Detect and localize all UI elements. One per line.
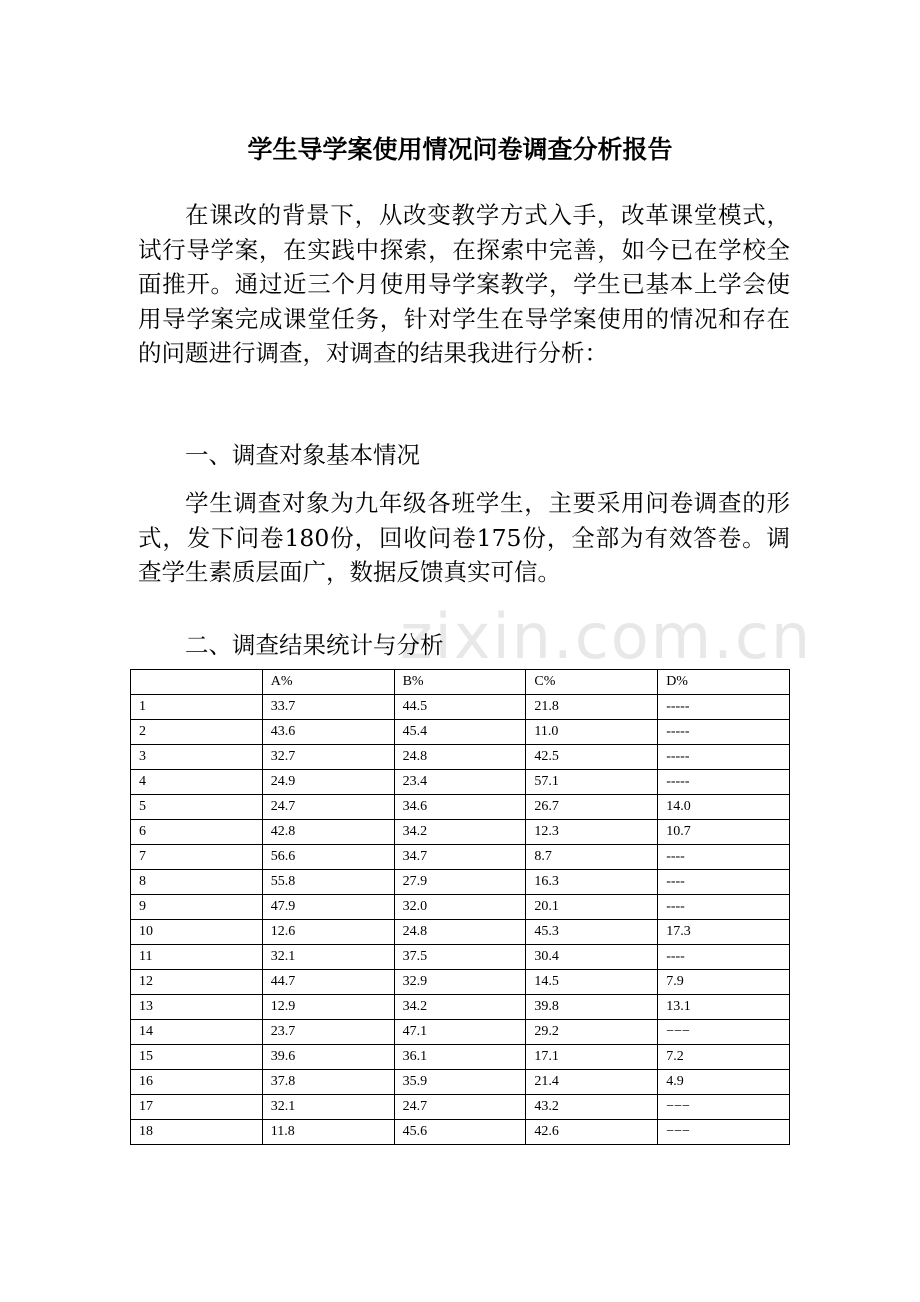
question-number-cell: 16 — [131, 1070, 263, 1095]
d-percent-cell: ---- — [658, 895, 790, 920]
table-row — [131, 1045, 790, 1070]
table-row — [131, 870, 790, 895]
question-number-cell: 9 — [131, 895, 263, 920]
table-row — [131, 795, 790, 820]
a-percent-cell: 33.7 — [262, 695, 394, 720]
document-title: 学生导学案使用情况问卷调查分析报告 — [247, 135, 673, 164]
a-percent-cell: 24.7 — [262, 795, 394, 820]
header-cell-d: D% — [658, 670, 790, 695]
c-percent-cell: 14.5 — [526, 970, 658, 995]
question-number-cell: 8 — [131, 870, 263, 895]
d-percent-cell: 4.9 — [658, 1070, 790, 1095]
d-percent-cell: −−− — [658, 1095, 790, 1120]
question-number-cell: 15 — [131, 1045, 263, 1070]
question-number-cell: 10 — [131, 920, 263, 945]
b-percent-cell: 24.7 — [394, 1095, 526, 1120]
d-percent-cell: 14.0 — [658, 795, 790, 820]
c-percent-cell: 29.2 — [526, 1020, 658, 1045]
table-body — [131, 695, 790, 1145]
a-percent-cell: 37.8 — [262, 1070, 394, 1095]
b-percent-cell: 45.4 — [394, 720, 526, 745]
b-percent-cell: 23.4 — [394, 770, 526, 795]
b-percent-cell: 24.8 — [394, 745, 526, 770]
question-number-cell: 7 — [131, 845, 263, 870]
survey-results-table — [130, 669, 790, 1145]
c-percent-cell: 30.4 — [526, 945, 658, 970]
d-percent-cell: ----- — [658, 770, 790, 795]
question-number-cell: 13 — [131, 995, 263, 1020]
table-row — [131, 1020, 790, 1045]
question-number-cell: 5 — [131, 795, 263, 820]
table-row — [131, 1070, 790, 1095]
d-percent-cell: −−− — [658, 1020, 790, 1045]
c-percent-cell: 43.2 — [526, 1095, 658, 1120]
section-1-paragraph: 学生调查对象为九年级各班学生，主要采用问卷调查的形式，发下问卷180份，回收问卷175份，全部为有效答卷。调查学生素质层面广，数据反馈真实可信。 — [138, 489, 790, 586]
c-percent-cell: 8.7 — [526, 845, 658, 870]
b-percent-cell: 37.5 — [394, 945, 526, 970]
b-percent-cell: 34.2 — [394, 995, 526, 1020]
question-number-cell: 18 — [131, 1120, 263, 1145]
c-percent-cell: 45.3 — [526, 920, 658, 945]
table-row — [131, 995, 790, 1020]
table-header-row — [131, 670, 790, 695]
header-cell-b: B% — [394, 670, 526, 695]
c-percent-cell: 42.5 — [526, 745, 658, 770]
a-percent-cell: 55.8 — [262, 870, 394, 895]
c-percent-cell: 16.3 — [526, 870, 658, 895]
table-row — [131, 1120, 790, 1145]
b-percent-cell: 34.2 — [394, 820, 526, 845]
table-row — [131, 970, 790, 995]
d-percent-cell: ----- — [658, 745, 790, 770]
table-row — [131, 695, 790, 720]
a-percent-cell: 42.8 — [262, 820, 394, 845]
header-cell-c: C% — [526, 670, 658, 695]
table-row — [131, 745, 790, 770]
table-row — [131, 1095, 790, 1120]
b-percent-cell: 36.1 — [394, 1045, 526, 1070]
c-percent-cell: 21.8 — [526, 695, 658, 720]
b-percent-cell: 32.0 — [394, 895, 526, 920]
question-number-cell: 14 — [131, 1020, 263, 1045]
c-percent-cell: 11.0 — [526, 720, 658, 745]
question-number-cell: 12 — [131, 970, 263, 995]
b-percent-cell: 35.9 — [394, 1070, 526, 1095]
b-percent-cell: 24.8 — [394, 920, 526, 945]
question-number-cell: 11 — [131, 945, 263, 970]
d-percent-cell: 17.3 — [658, 920, 790, 945]
b-percent-cell: 34.7 — [394, 845, 526, 870]
c-percent-cell: 26.7 — [526, 795, 658, 820]
table-row — [131, 820, 790, 845]
d-percent-cell: 7.9 — [658, 970, 790, 995]
b-percent-cell: 45.6 — [394, 1120, 526, 1145]
a-percent-cell: 32.1 — [262, 1095, 394, 1120]
c-percent-cell: 39.8 — [526, 995, 658, 1020]
d-percent-cell: ---- — [658, 845, 790, 870]
b-percent-cell: 27.9 — [394, 870, 526, 895]
table-row — [131, 845, 790, 870]
header-cell-a: A% — [262, 670, 394, 695]
a-percent-cell: 39.6 — [262, 1045, 394, 1070]
question-number-cell: 6 — [131, 820, 263, 845]
a-percent-cell: 56.6 — [262, 845, 394, 870]
c-percent-cell: 20.1 — [526, 895, 658, 920]
table-row — [131, 770, 790, 795]
question-number-cell: 1 — [131, 695, 263, 720]
a-percent-cell: 44.7 — [262, 970, 394, 995]
d-percent-cell: ---- — [658, 870, 790, 895]
a-percent-cell: 24.9 — [262, 770, 394, 795]
d-percent-cell: 10.7 — [658, 820, 790, 845]
b-percent-cell: 44.5 — [394, 695, 526, 720]
d-percent-cell: 7.2 — [658, 1045, 790, 1070]
d-percent-cell: ----- — [658, 720, 790, 745]
a-percent-cell: 23.7 — [262, 1020, 394, 1045]
c-percent-cell: 21.4 — [526, 1070, 658, 1095]
d-percent-cell: −−− — [658, 1120, 790, 1145]
d-percent-cell: 13.1 — [658, 995, 790, 1020]
intro-paragraph: 在课改的背景下，从改变教学方式入手，改革课堂模式，试行导学案，在实践中探索，在探索中完善，如今已在学校全面推开。通过近三个月使用导学案教学，学生已基本上学会使用导学案完成课堂任务，针对学生在导学案使用的情况和存在的问题进行调查，对调查的结果我进行分析： — [138, 201, 790, 367]
table-row — [131, 920, 790, 945]
a-percent-cell: 12.6 — [262, 920, 394, 945]
b-percent-cell: 32.9 — [394, 970, 526, 995]
section-1-heading: 一、调查对象基本情况 — [185, 441, 420, 469]
question-number-cell: 17 — [131, 1095, 263, 1120]
a-percent-cell: 47.9 — [262, 895, 394, 920]
watermark-text: zixin.com.cn — [400, 600, 813, 673]
question-number-cell: 3 — [131, 745, 263, 770]
section-2-heading: 二、调查结果统计与分析 — [185, 631, 444, 659]
c-percent-cell: 12.3 — [526, 820, 658, 845]
a-percent-cell: 43.6 — [262, 720, 394, 745]
d-percent-cell: ---- — [658, 945, 790, 970]
a-percent-cell: 32.1 — [262, 945, 394, 970]
a-percent-cell: 12.9 — [262, 995, 394, 1020]
table-row — [131, 945, 790, 970]
question-number-cell: 4 — [131, 770, 263, 795]
c-percent-cell: 57.1 — [526, 770, 658, 795]
d-percent-cell: ----- — [658, 695, 790, 720]
header-cell-question — [131, 670, 263, 695]
b-percent-cell: 34.6 — [394, 795, 526, 820]
a-percent-cell: 32.7 — [262, 745, 394, 770]
table-row — [131, 895, 790, 920]
table-row — [131, 720, 790, 745]
question-number-cell: 2 — [131, 720, 263, 745]
a-percent-cell: 11.8 — [262, 1120, 394, 1145]
c-percent-cell: 17.1 — [526, 1045, 658, 1070]
c-percent-cell: 42.6 — [526, 1120, 658, 1145]
b-percent-cell: 47.1 — [394, 1020, 526, 1045]
